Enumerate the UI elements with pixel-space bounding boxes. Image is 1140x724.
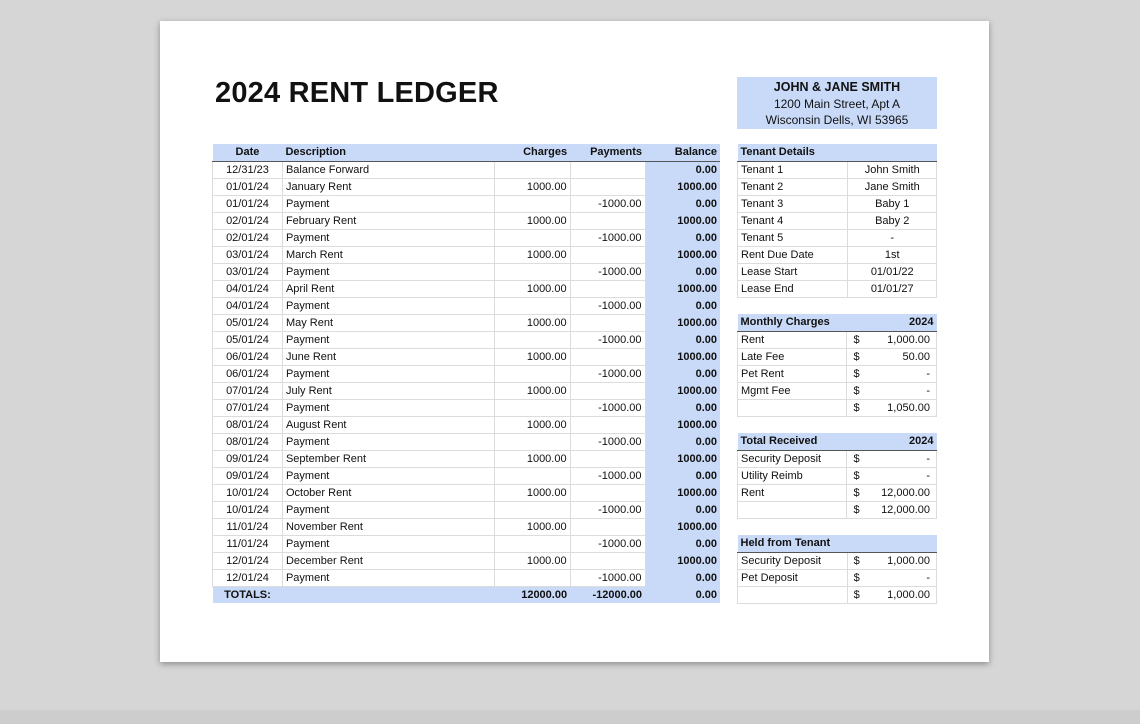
received-currency-symbol: $ — [847, 450, 863, 467]
monthly-charge-row — [738, 382, 937, 399]
ledger-description-cell: September Rent — [282, 450, 494, 467]
table-row — [213, 484, 721, 501]
table-row — [213, 178, 721, 195]
ledger-description-cell: June Rent — [282, 348, 494, 365]
ledger-payments-cell: -1000.00 — [570, 433, 645, 450]
table-row — [213, 382, 721, 399]
ledger-charges-cell: 1000.00 — [494, 484, 570, 501]
ledger-totals-row — [213, 586, 721, 603]
received-total-row — [738, 501, 937, 518]
ledger-charges-cell: 1000.00 — [494, 212, 570, 229]
ledger-description-cell: May Rent — [282, 314, 494, 331]
ledger-date-cell: 04/01/24 — [213, 280, 283, 297]
ledger-date-cell: 02/01/24 — [213, 212, 283, 229]
tenant-detail-row — [738, 263, 937, 280]
ledger-payments-cell: -1000.00 — [570, 501, 645, 518]
held-label: Pet Deposit — [738, 569, 848, 586]
held-label — [738, 586, 848, 603]
ledger-date-cell: 07/01/24 — [213, 399, 283, 416]
tenant-detail-label: Lease End — [738, 280, 848, 297]
ledger-description-cell: Payment — [282, 569, 494, 586]
ledger-payments-cell — [570, 416, 645, 433]
table-row — [213, 348, 721, 365]
table-row — [213, 467, 721, 484]
ledger-description-cell: Payment — [282, 467, 494, 484]
ledger-date-cell: 12/01/24 — [213, 552, 283, 569]
ledger-payments-cell: -1000.00 — [570, 569, 645, 586]
tenant-detail-label: Tenant 4 — [738, 212, 848, 229]
ledger-balance-cell: 0.00 — [645, 467, 720, 484]
ledger-charges-cell: 1000.00 — [494, 246, 570, 263]
ledger-payments-cell: -1000.00 — [570, 229, 645, 246]
ledger-balance-cell: 1000.00 — [645, 416, 720, 433]
ledger-date-cell: 07/01/24 — [213, 382, 283, 399]
ledger-description-cell: Balance Forward — [282, 161, 494, 178]
table-row — [213, 535, 721, 552]
ledger-payments-cell — [570, 314, 645, 331]
ledger-description-cell: November Rent — [282, 518, 494, 535]
ledger-charges-cell: 1000.00 — [494, 348, 570, 365]
col-header-charges: Charges — [494, 144, 570, 161]
ledger-balance-cell: 1000.00 — [645, 450, 720, 467]
totals-balance: 0.00 — [645, 586, 720, 603]
ledger-payments-cell: -1000.00 — [570, 263, 645, 280]
ledger-balance-cell: 0.00 — [645, 263, 720, 280]
ledger-charges-cell — [494, 229, 570, 246]
ledger-charges-cell — [494, 535, 570, 552]
held-label: Security Deposit — [738, 552, 848, 569]
ledger-payments-cell: -1000.00 — [570, 535, 645, 552]
received-label — [738, 501, 847, 518]
ledger-date-cell: 01/01/24 — [213, 195, 283, 212]
monthly-charge-row — [738, 331, 937, 348]
table-row — [213, 552, 721, 569]
monthly-charge-amount: 50.00 — [863, 348, 937, 365]
ledger-charges-cell — [494, 467, 570, 484]
ledger-date-cell: 03/01/24 — [213, 246, 283, 263]
tenant-detail-value: 1st — [848, 246, 937, 263]
monthly-charge-amount: - — [863, 365, 937, 382]
ledger-payments-cell — [570, 280, 645, 297]
table-row — [213, 280, 721, 297]
ledger-payments-cell — [570, 382, 645, 399]
monthly-charges-table — [737, 314, 937, 417]
tenant-detail-row — [738, 229, 937, 246]
ledger-date-cell: 09/01/24 — [213, 467, 283, 484]
ledger-charges-cell — [494, 433, 570, 450]
monthly-charges-year: 2024 — [863, 314, 937, 331]
col-header-balance: Balance — [645, 144, 720, 161]
ledger-date-cell: 06/01/24 — [213, 348, 283, 365]
ledger-charges-cell — [494, 501, 570, 518]
ledger-balance-cell: 1000.00 — [645, 246, 720, 263]
ledger-description-cell: Payment — [282, 297, 494, 314]
monthly-charge-row — [738, 348, 937, 365]
table-row — [213, 195, 721, 212]
tenant-detail-row — [738, 195, 937, 212]
ledger-balance-cell: 1000.00 — [645, 178, 720, 195]
table-row — [213, 501, 721, 518]
table-row — [213, 569, 721, 586]
ledger-date-cell: 08/01/24 — [213, 433, 283, 450]
ledger-charges-cell: 1000.00 — [494, 280, 570, 297]
ledger-charges-cell: 1000.00 — [494, 552, 570, 569]
held-currency-symbol: $ — [847, 586, 863, 603]
ledger-balance-cell: 0.00 — [645, 501, 720, 518]
ledger-balance-cell: 0.00 — [645, 365, 720, 382]
ledger-description-cell: December Rent — [282, 552, 494, 569]
tenant-detail-value: - — [848, 229, 937, 246]
col-header-payments: Payments — [570, 144, 645, 161]
received-row — [738, 450, 937, 467]
totals-spacer — [282, 586, 494, 603]
landlord-name: JOHN & JANE SMITH — [773, 80, 901, 94]
ledger-payments-cell — [570, 246, 645, 263]
ledger-balance-cell: 1000.00 — [645, 314, 720, 331]
monthly-charge-currency-symbol: $ — [847, 365, 863, 382]
monthly-charge-currency-symbol: $ — [847, 331, 863, 348]
ledger-date-cell: 11/01/24 — [213, 518, 283, 535]
monthly-charge-amount: 1,050.00 — [863, 399, 937, 416]
tenant-detail-label: Rent Due Date — [738, 246, 848, 263]
ledger-balance-cell: 0.00 — [645, 195, 720, 212]
tenant-detail-label: Tenant 2 — [738, 178, 848, 195]
tenant-detail-value: 01/01/22 — [848, 263, 937, 280]
monthly-charge-total-row — [738, 399, 937, 416]
ledger-charges-cell: 1000.00 — [494, 382, 570, 399]
ledger-date-cell: 05/01/24 — [213, 314, 283, 331]
tenant-detail-label: Tenant 1 — [738, 161, 848, 178]
monthly-charge-label: Mgmt Fee — [738, 382, 847, 399]
ledger-date-cell: 02/01/24 — [213, 229, 283, 246]
received-currency-symbol: $ — [847, 484, 863, 501]
ledger-payments-cell — [570, 552, 645, 569]
ledger-description-cell: August Rent — [282, 416, 494, 433]
ledger-description-cell: February Rent — [282, 212, 494, 229]
received-label: Security Deposit — [738, 450, 847, 467]
ledger-balance-cell: 0.00 — [645, 535, 720, 552]
ledger-date-cell: 11/01/24 — [213, 535, 283, 552]
held-from-tenant-header: Held from Tenant — [738, 535, 937, 552]
table-row — [213, 161, 721, 178]
total-received-year: 2024 — [863, 433, 937, 450]
tenant-detail-label: Tenant 3 — [738, 195, 848, 212]
ledger-description-cell: Payment — [282, 365, 494, 382]
held-from-tenant-table — [737, 535, 937, 604]
monthly-charge-amount: 1,000.00 — [863, 331, 937, 348]
received-amount: 12,000.00 — [863, 501, 937, 518]
tenant-detail-value: 01/01/27 — [848, 280, 937, 297]
table-row — [213, 263, 721, 280]
ledger-description-cell: January Rent — [282, 178, 494, 195]
landlord-address-box — [737, 77, 937, 129]
monthly-charge-currency-symbol: $ — [847, 399, 863, 416]
ledger-date-cell: 03/01/24 — [213, 263, 283, 280]
ledger-charges-cell — [494, 331, 570, 348]
received-label: Rent — [738, 484, 847, 501]
ledger-charges-cell — [494, 161, 570, 178]
totals-charges: 12000.00 — [494, 586, 570, 603]
tenant-detail-value: John Smith — [848, 161, 937, 178]
ledger-description-cell: March Rent — [282, 246, 494, 263]
ledger-description-cell: Payment — [282, 331, 494, 348]
received-row — [738, 484, 937, 501]
table-row — [213, 399, 721, 416]
ledger-description-cell: Payment — [282, 229, 494, 246]
monthly-charge-currency-symbol: $ — [847, 382, 863, 399]
ledger-description-cell: October Rent — [282, 484, 494, 501]
monthly-charge-label — [738, 399, 847, 416]
ledger-balance-cell: 0.00 — [645, 297, 720, 314]
ledger-payments-cell — [570, 450, 645, 467]
tenant-details-header: Tenant Details — [738, 144, 937, 161]
ledger-date-cell: 01/01/24 — [213, 178, 283, 195]
ledger-date-cell: 12/31/23 — [213, 161, 283, 178]
col-header-description: Description — [282, 144, 494, 161]
table-row — [213, 212, 721, 229]
table-row — [213, 246, 721, 263]
ledger-balance-cell: 0.00 — [645, 399, 720, 416]
ledger-payments-cell: -1000.00 — [570, 297, 645, 314]
page-title: 2024 RENT LEDGER — [215, 77, 499, 109]
ledger-description-cell: Payment — [282, 399, 494, 416]
ledger-charges-cell — [494, 365, 570, 382]
tenant-detail-value: Baby 1 — [848, 195, 937, 212]
received-label: Utility Reimb — [738, 467, 847, 484]
total-received-header: Total Received — [738, 433, 863, 450]
ledger-balance-cell: 0.00 — [645, 229, 720, 246]
monthly-charge-currency-symbol: $ — [847, 348, 863, 365]
ledger-payments-cell: -1000.00 — [570, 195, 645, 212]
ledger-balance-cell: 1000.00 — [645, 552, 720, 569]
ledger-charges-cell: 1000.00 — [494, 518, 570, 535]
held-amount: 1,000.00 — [863, 552, 937, 569]
table-row — [213, 331, 721, 348]
ledger-payments-cell — [570, 161, 645, 178]
ledger-date-cell: 08/01/24 — [213, 416, 283, 433]
ledger-balance-cell: 1000.00 — [645, 484, 720, 501]
tenant-detail-row — [738, 212, 937, 229]
ledger-charges-cell: 1000.00 — [494, 416, 570, 433]
ledger-date-cell: 10/01/24 — [213, 501, 283, 518]
held-amount: 1,000.00 — [863, 586, 937, 603]
ledger-balance-cell: 1000.00 — [645, 518, 720, 535]
ledger-charges-cell — [494, 297, 570, 314]
ledger-balance-cell: 1000.00 — [645, 212, 720, 229]
ledger-payments-cell: -1000.00 — [570, 365, 645, 382]
ledger-header-row — [213, 144, 721, 161]
ledger-charges-cell: 1000.00 — [494, 450, 570, 467]
table-row — [213, 297, 721, 314]
total-received-table — [737, 433, 937, 519]
ledger-date-cell: 12/01/24 — [213, 569, 283, 586]
ledger-balance-cell: 1000.00 — [645, 382, 720, 399]
window-bottom-strip — [0, 710, 1140, 724]
table-row — [213, 416, 721, 433]
ledger-rows — [213, 161, 721, 586]
ledger-balance-cell: 1000.00 — [645, 280, 720, 297]
ledger-description-cell: April Rent — [282, 280, 494, 297]
table-row — [213, 365, 721, 382]
landlord-street: 1200 Main Street, Apt A — [773, 96, 901, 111]
ledger-date-cell: 10/01/24 — [213, 484, 283, 501]
monthly-charges-header: Monthly Charges — [738, 314, 863, 331]
tenant-detail-row — [738, 280, 937, 297]
ledger-charges-cell: 1000.00 — [494, 178, 570, 195]
table-row — [213, 229, 721, 246]
held-currency-symbol: $ — [847, 569, 863, 586]
tenant-detail-value: Jane Smith — [848, 178, 937, 195]
held-currency-symbol: $ — [847, 552, 863, 569]
held-total-row — [738, 586, 937, 603]
rent-ledger-table — [212, 144, 720, 603]
ledger-payments-cell — [570, 484, 645, 501]
received-amount: - — [863, 467, 937, 484]
ledger-charges-cell — [494, 569, 570, 586]
received-row — [738, 467, 937, 484]
ledger-date-cell: 09/01/24 — [213, 450, 283, 467]
tenant-detail-row — [738, 161, 937, 178]
monthly-charge-row — [738, 365, 937, 382]
ledger-description-cell: Payment — [282, 535, 494, 552]
tenant-detail-row — [738, 246, 937, 263]
ledger-charges-cell: 1000.00 — [494, 314, 570, 331]
ledger-balance-cell: 0.00 — [645, 161, 720, 178]
tenant-detail-value: Baby 2 — [848, 212, 937, 229]
ledger-date-cell: 05/01/24 — [213, 331, 283, 348]
received-amount: 12,000.00 — [863, 484, 937, 501]
ledger-charges-cell — [494, 195, 570, 212]
totals-label: TOTALS: — [213, 586, 283, 603]
ledger-payments-cell — [570, 212, 645, 229]
held-amount: - — [863, 569, 937, 586]
table-row — [213, 314, 721, 331]
ledger-charges-cell — [494, 399, 570, 416]
col-header-date: Date — [213, 144, 283, 161]
ledger-balance-cell: 1000.00 — [645, 348, 720, 365]
totals-payments: -12000.00 — [570, 586, 645, 603]
table-row — [213, 518, 721, 535]
held-row — [738, 569, 937, 586]
monthly-charge-label: Pet Rent — [738, 365, 847, 382]
ledger-payments-cell — [570, 178, 645, 195]
ledger-description-cell: Payment — [282, 433, 494, 450]
tenant-detail-label: Tenant 5 — [738, 229, 848, 246]
landlord-city: Wisconsin Dells, WI 53965 — [765, 113, 909, 127]
ledger-payments-cell — [570, 348, 645, 365]
table-row — [213, 450, 721, 467]
ledger-balance-cell: 0.00 — [645, 331, 720, 348]
ledger-payments-cell: -1000.00 — [570, 399, 645, 416]
monthly-charge-label: Rent — [738, 331, 847, 348]
tenant-detail-label: Lease Start — [738, 263, 848, 280]
table-row — [213, 433, 721, 450]
ledger-description-cell: Payment — [282, 501, 494, 518]
tenant-detail-row — [738, 178, 937, 195]
ledger-payments-cell — [570, 518, 645, 535]
ledger-description-cell: July Rent — [282, 382, 494, 399]
ledger-date-cell: 06/01/24 — [213, 365, 283, 382]
ledger-description-cell: Payment — [282, 195, 494, 212]
ledger-description-cell: Payment — [282, 263, 494, 280]
ledger-date-cell: 04/01/24 — [213, 297, 283, 314]
spreadsheet-page — [160, 21, 989, 662]
tenant-details-table — [737, 144, 937, 298]
received-amount: - — [863, 450, 937, 467]
ledger-payments-cell: -1000.00 — [570, 467, 645, 484]
ledger-balance-cell: 0.00 — [645, 569, 720, 586]
held-row — [738, 552, 937, 569]
ledger-balance-cell: 0.00 — [645, 433, 720, 450]
received-currency-symbol: $ — [847, 501, 863, 518]
ledger-charges-cell — [494, 263, 570, 280]
received-currency-symbol: $ — [847, 467, 863, 484]
ledger-payments-cell: -1000.00 — [570, 331, 645, 348]
monthly-charge-label: Late Fee — [738, 348, 847, 365]
monthly-charge-amount: - — [863, 382, 937, 399]
